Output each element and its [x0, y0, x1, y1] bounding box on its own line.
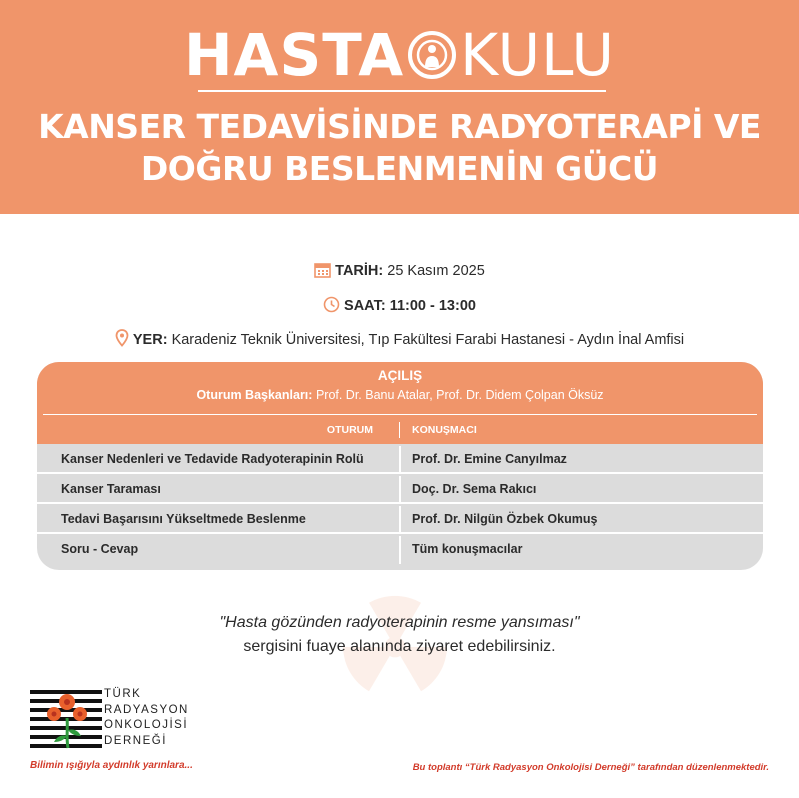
opening-title: AÇILIŞ [377, 368, 423, 383]
title-line-2: DOĞRU BESLENMENİN GÜCÜ [140, 149, 659, 188]
column-divider [399, 422, 400, 438]
session-cell: Kanser Nedenleri ve Tedavide Radyoterapinin Rolü [61, 452, 364, 466]
time-label: SAAT: [344, 298, 386, 314]
brand-part1: HASTA [184, 21, 405, 89]
cell-divider [399, 476, 401, 504]
event-place [0, 329, 799, 348]
place-value: Karadeniz Teknik Üniversitesi, Tıp Fakültesi Farabi Hastanesi - Aydın İnal Amfisi [171, 332, 685, 348]
speaker-cell: Tüm konuşmacılar [412, 542, 523, 556]
speaker-cell: Prof. Dr. Nilgün Özbek Okumuş [412, 512, 598, 526]
speaker-cell: Prof. Dr. Emine Canyılmaz [412, 452, 567, 466]
calendar-icon [314, 262, 331, 278]
session-chairs [37, 388, 763, 402]
table-row [37, 476, 763, 504]
date-label: TARİH: [335, 263, 384, 279]
organizer-credit: Bu toplantı “Türk Radyasyon Onkolojisi Derneği” tarafından düzenlenmektedir. [412, 762, 769, 773]
time-value: 11:00 - 13:00 [389, 298, 476, 314]
program-table-header [37, 362, 763, 444]
chairs-value: Prof. Dr. Banu Atalar, Prof. Dr. Didem Çolpan Öksüz [315, 388, 604, 402]
org-name-line: ONKOLOJİSİ [104, 719, 189, 731]
org-name-line: TÜRK [104, 688, 142, 700]
cell-divider [399, 506, 401, 534]
session-cell: Kanser Taraması [61, 482, 161, 496]
event-time [0, 296, 799, 314]
speaker-cell: Doç. Dr. Sema Rakıcı [412, 482, 537, 496]
program-table [37, 362, 763, 570]
column-header-session: OTURUM [326, 424, 373, 436]
exhibition-quote: "Hasta gözünden radyoterapinin resme yansıması" [219, 614, 580, 631]
org-name-line: RADYASYON [104, 703, 189, 716]
exhibition-note: sergisini fuaye alanında ziyaret edebilirsiniz. [243, 638, 556, 655]
header-divider [43, 414, 757, 415]
event-date [0, 262, 799, 279]
table-row [37, 536, 763, 564]
session-cell: Tedavi Başarısını Yükseltmede Beslenme [61, 512, 306, 526]
brand-logo-text [0, 20, 799, 91]
header-banner [0, 0, 799, 214]
column-header-speaker: KONUŞMACI [412, 424, 477, 436]
place-label: YER: [132, 332, 168, 348]
org-name [104, 687, 189, 749]
cell-divider [399, 536, 401, 564]
clock-icon [323, 296, 340, 313]
brand-underline [198, 90, 606, 92]
org-name-line: DERNEĞİ [104, 734, 167, 747]
page-title [0, 106, 799, 190]
brand-part2: KULU [460, 21, 615, 89]
table-row [37, 506, 763, 534]
org-slogan: Bilimin ışığıyla aydınlık yarınlara... [30, 760, 193, 771]
location-pin-icon [115, 329, 129, 347]
title-line-1: KANSER TEDAVİSİNDE RADYOTERAPİ VE [38, 107, 761, 146]
date-value: 25 Kasım 2025 [387, 263, 485, 279]
session-cell: Soru - Cevap [61, 542, 139, 556]
table-row [37, 446, 763, 474]
patient-machine-icon [406, 25, 458, 81]
chairs-label: Oturum Başkanları: [196, 388, 313, 402]
cell-divider [399, 446, 401, 474]
